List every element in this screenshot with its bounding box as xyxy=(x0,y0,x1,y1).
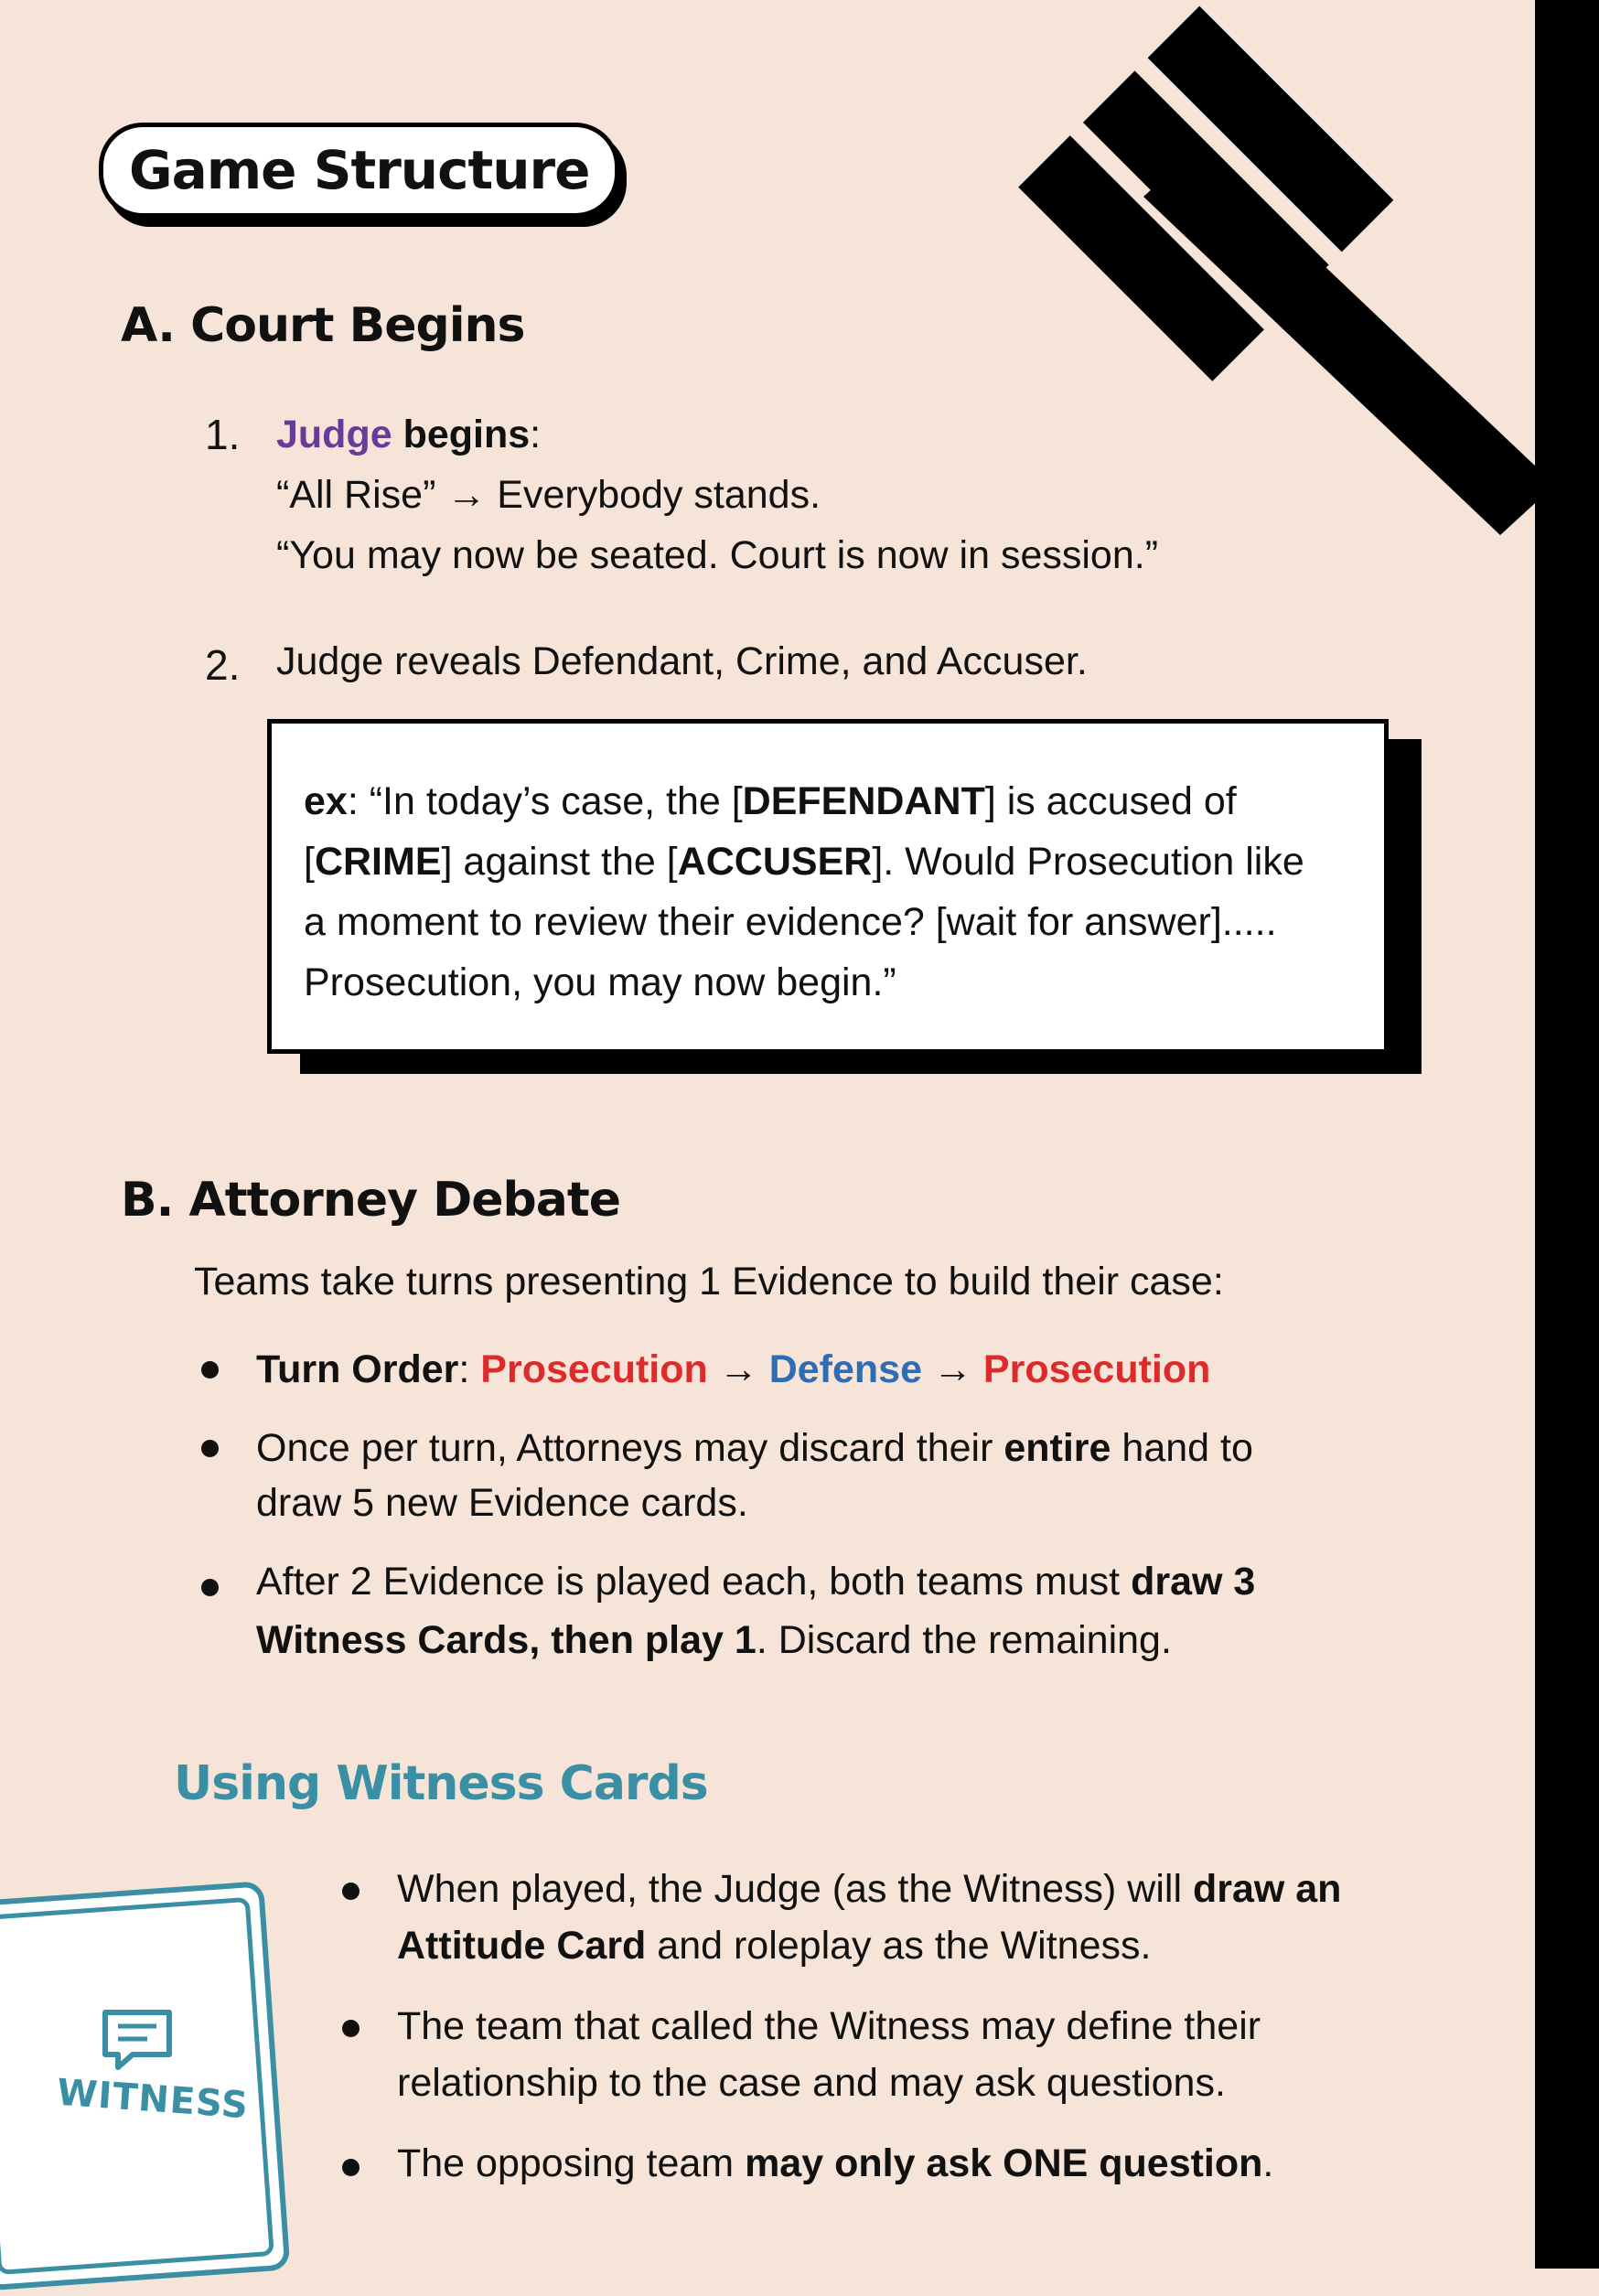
example-line-2 xyxy=(304,831,1357,892)
judge-role: Judge xyxy=(276,413,392,456)
step-1-line-2: “All Rise” → Everybody stands. xyxy=(276,473,821,517)
witness-heading: Using Witness Cards xyxy=(174,1756,708,1811)
example-box xyxy=(267,719,1389,1054)
defense-label: Defense xyxy=(768,1347,922,1391)
draw-3-text: draw 3 xyxy=(1131,1560,1256,1604)
witness-bullet-2-line-2: relationship to the case and may ask questions. xyxy=(397,2061,1226,2105)
prosecution-label: Prosecution xyxy=(982,1347,1211,1391)
witness-bullet-2-line-1: The team that called the Witness may define their xyxy=(397,2004,1261,2048)
discard-remaining-text: . Discard the remaining. xyxy=(756,1618,1172,1662)
turn-order-line xyxy=(256,1339,1210,1400)
discard-text: Once per turn, Attorneys may discard their xyxy=(256,1426,1004,1470)
example-text: ] is accused of xyxy=(984,779,1237,823)
witness-bullet-1-line-1 xyxy=(397,1859,1341,1919)
example-text: : “In today’s case, the [ xyxy=(347,779,743,823)
discard-line-2: draw 5 new Evidence cards. xyxy=(256,1481,748,1525)
witness-draw-line-1 xyxy=(256,1551,1255,1612)
attitude-card-text: Attitude Card xyxy=(397,1924,647,1968)
example-text: ]. Would Prosecution like xyxy=(872,840,1304,884)
step-1-line-3: “You may now be seated. Court is now in session.” xyxy=(276,533,1159,577)
defendant-placeholder: DEFENDANT xyxy=(742,779,985,823)
bullet-dot xyxy=(201,1361,219,1379)
witness-bullet-1-line-2 xyxy=(397,1915,1151,1976)
gavel-icon xyxy=(915,0,1535,585)
step-2-text: Judge reveals Defendant, Crime, and Accuser. xyxy=(276,639,1088,683)
bullet-dot xyxy=(342,2159,360,2176)
step-1-line-1 xyxy=(276,404,541,465)
step-1-number: 1. xyxy=(205,411,241,458)
discard-line-1 xyxy=(256,1418,1253,1478)
section-a-heading: A. Court Begins xyxy=(121,298,525,353)
example-text: ] against the [ xyxy=(441,840,678,884)
example-line-4: Prosecution, you may now begin.” xyxy=(304,960,896,1004)
section-b-heading: B. Attorney Debate xyxy=(121,1173,620,1228)
bullet-dot xyxy=(342,1883,360,1900)
bullet-dot xyxy=(201,1579,219,1596)
step-2-number: 2. xyxy=(205,641,241,689)
discard-text: hand to xyxy=(1111,1426,1253,1470)
prosecution-label: Prosecution xyxy=(480,1347,708,1391)
witness-draw-line-2 xyxy=(256,1610,1172,1670)
example-text: [ xyxy=(304,840,315,884)
witness-text: When played, the Judge (as the Witness) will xyxy=(397,1867,1193,1911)
begins-text: begins xyxy=(402,413,531,456)
witness-text: . xyxy=(1262,2141,1274,2185)
right-sidebar-bar xyxy=(1535,0,1599,2269)
example-line-1 xyxy=(304,771,1357,831)
begins-colon: : xyxy=(530,413,542,456)
example-line-3: a moment to review their evidence? [wait for answer]..... xyxy=(304,900,1277,944)
witness-text: The opposing team xyxy=(397,2141,746,2185)
turn-order-label: Turn Order xyxy=(256,1347,459,1391)
section-b-intro: Teams take turns presenting 1 Evidence to build their case: xyxy=(194,1260,1224,1304)
witness-cards-text: Witness Cards, then play 1 xyxy=(256,1618,757,1662)
example-label: ex xyxy=(304,779,348,823)
bullet-dot xyxy=(342,2020,360,2037)
bullet-dot xyxy=(201,1440,219,1457)
accuser-placeholder: ACCUSER xyxy=(677,840,873,884)
witness-draw-text: After 2 Evidence is played each, both teams must xyxy=(256,1560,1132,1604)
entire-text: entire xyxy=(1003,1426,1111,1470)
page-title: Game Structure xyxy=(99,123,619,218)
witness-text: and roleplay as the Witness. xyxy=(646,1924,1152,1968)
arrow: → xyxy=(932,1347,972,1391)
crime-placeholder: CRIME xyxy=(314,840,442,884)
witness-card-label: WITNESS xyxy=(55,2071,251,2128)
draw-an-text: draw an xyxy=(1192,1867,1342,1911)
one-question-text: may only ask ONE question xyxy=(745,2141,1263,2185)
arrow: → xyxy=(718,1347,758,1391)
turn-order-colon: : xyxy=(458,1347,470,1391)
witness-bullet-3 xyxy=(397,2133,1273,2194)
